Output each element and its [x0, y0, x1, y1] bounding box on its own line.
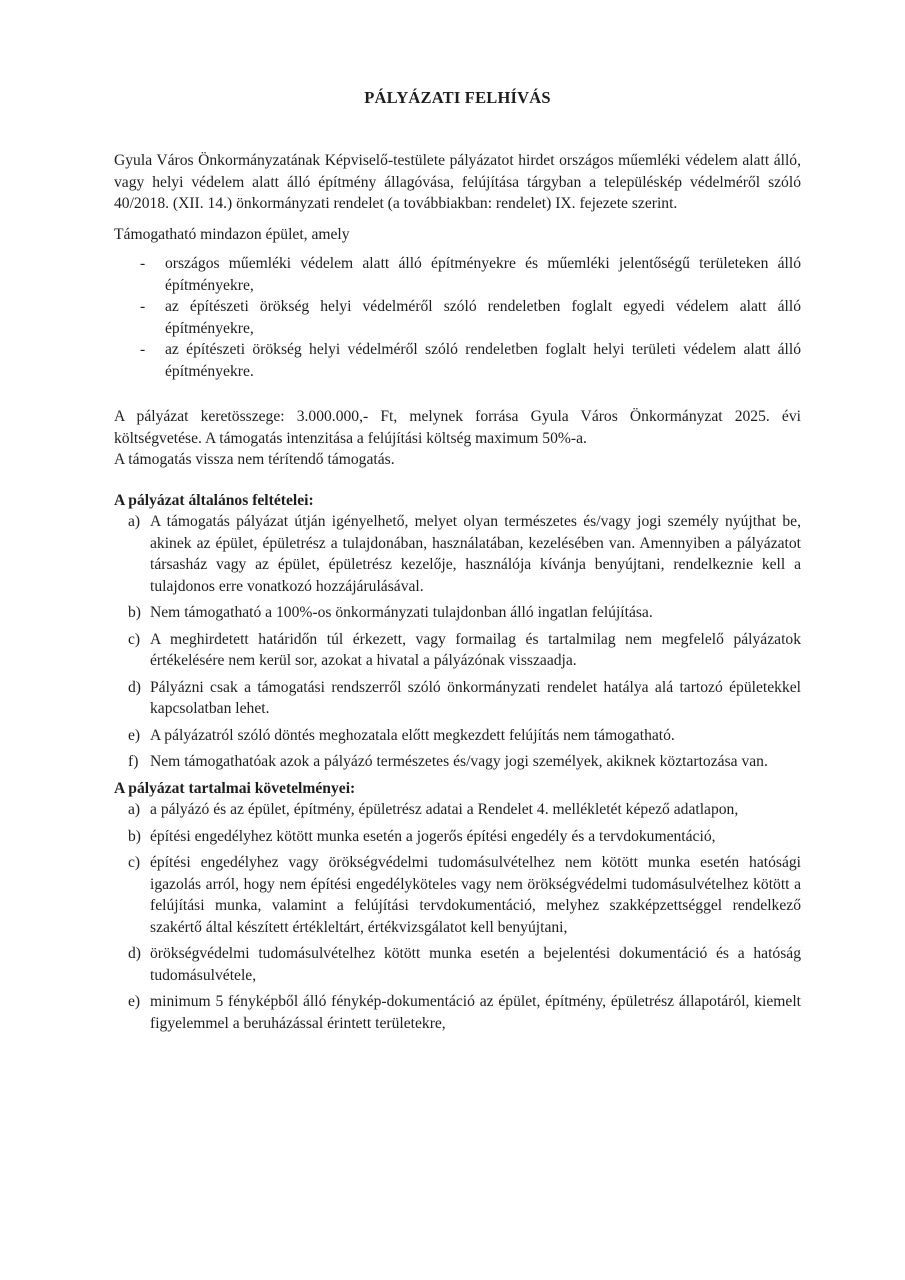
list-item	[114, 677, 801, 720]
list-marker: d)	[128, 678, 141, 696]
general-conditions-list	[114, 511, 801, 773]
list-item	[114, 826, 801, 848]
list-marker: e)	[128, 993, 141, 1010]
list-item-text: A pályázatról szóló döntés meghozatala előtt megkezdett felújítás nem támogatható.	[150, 726, 675, 744]
document-page	[114, 86, 801, 1039]
list-item-text: A meghirdetett határidőn túl érkezett, vagy formailag és tartalmilag nem megfelelő pályázatok értékelésére nem kerül sor, azokat a hivatal a pályázónak visszaadja.	[150, 630, 801, 669]
list-item	[114, 511, 801, 597]
list-item-text: az építészeti örökség helyi védelméről szóló rendeletben foglalt egyedi védelem alatt álló építményekre,	[165, 298, 801, 337]
list-marker: b)	[128, 827, 141, 845]
list-item-text: a pályázó és az épület, építmény, épületrész adatai a Rendelet 4. mellékletét képező adatlapon,	[150, 801, 739, 818]
list-item	[114, 852, 801, 938]
document-title: PÁLYÁZATI FELHÍVÁS	[364, 88, 551, 107]
funding-paragraph: A pályázat keretösszege: 3.000.000,- Ft, melynek forrása Gyula Város Önkormányzat 2025. évi költségvetése. A támogatás intenzitása a felújítási költség maximum 50%-a.	[114, 408, 801, 447]
funding-nonrefundable: A támogatás vissza nem térítendő támogatás.	[114, 451, 395, 468]
dash-bullet: -	[140, 298, 146, 315]
list-item	[114, 991, 801, 1034]
general-conditions-heading: A pályázat általános feltételei:	[114, 491, 314, 509]
list-item	[114, 751, 801, 773]
list-marker: d)	[128, 945, 141, 962]
list-item-text: az építészeti örökség helyi védelméről szóló rendeletben foglalt helyi területi védelem alatt álló építményekre.	[165, 341, 801, 380]
list-item-text: országos műemléki védelem alatt álló építményekre és műemléki jelentőségű területeken álló építményekre,	[165, 255, 801, 294]
list-marker: b)	[128, 604, 141, 621]
list-item	[114, 799, 801, 821]
list-marker: a)	[128, 513, 141, 530]
list-marker: c)	[128, 630, 141, 648]
list-marker: a)	[128, 801, 141, 818]
list-item	[114, 943, 801, 986]
supported-lead: Támogatható mindazon épület, amely	[114, 225, 350, 243]
list-item	[114, 296, 801, 339]
list-item-text: építési engedélyhez vagy örökségvédelmi tudomásulvételhez nem kötött munka esetén hatósági igazolás arról, hogy nem építési engedélyköteles vagy nem örökségvédelmi tudomásulvételhez kötött a felújítási munka, valamint a felújítási tervdokumentáció, melyhez szakképzettséggel rendelkező szakértő által készített értékleltárt, értékvizsgálatot kell benyújtani,	[150, 854, 801, 936]
list-item	[114, 602, 801, 624]
dash-bullet: -	[140, 341, 146, 358]
list-item	[114, 629, 801, 672]
list-item	[114, 339, 801, 382]
list-item	[114, 253, 801, 296]
dash-bullet: -	[140, 255, 146, 272]
list-marker: c)	[128, 854, 141, 871]
list-item-text: Nem támogathatóak azok a pályázó természetes és/vagy jogi személyek, akiknek köztartozása van.	[150, 753, 768, 770]
intro-paragraph: Gyula Város Önkormányzatának Képviselő-testülete pályázatot hirdet országos műemléki védelem alatt álló, vagy helyi védelem alatt álló építmény állagóvása, felújítása tárgyban a településkép védelméről szóló 40/2018. (XII. 14.) önkormányzati rendelet (a továbbiakban: rendelet) IX. fejezete szerint.	[114, 152, 801, 212]
list-marker: e)	[128, 726, 141, 744]
list-item-text: Nem támogatható a 100%-os önkormányzati tulajdonban álló ingatlan felújítása.	[150, 604, 653, 621]
list-item-text: építési engedélyhez kötött munka esetén a jogerős építési engedély és a tervdokumentáció,	[150, 827, 716, 845]
list-item-text: örökségvédelmi tudomásulvételhez kötött munka esetén a bejelentési dokumentáció és a hatóság tudomásulvétele,	[150, 945, 801, 984]
list-item	[114, 725, 801, 747]
list-marker: f)	[128, 753, 139, 770]
content-requirements-heading: A pályázat tartalmai követelményei:	[114, 779, 356, 797]
list-item-text: A támogatás pályázat útján igényelhető, melyet olyan természetes és/vagy jogi személy nyújthat be, akinek az épület, épületrész a tulajdonában, használatában, kezelésében van. Amennyiben a pályázatot társasház vagy az épület, épületrész kezelője, használója kívánja benyújtani, rendelkeznie kell a tulajdonos erre vonatkozó hozzájárulásával.	[150, 513, 801, 595]
supported-buildings-list	[114, 253, 801, 382]
list-item-text: Pályázni csak a támogatási rendszerről szóló önkormányzati rendelet hatálya alá tartozó épületekkel kapcsolatban lehet.	[150, 678, 801, 717]
list-item-text: minimum 5 fényképből álló fénykép-dokumentáció az épület, építmény, épületrész állapotáról, kiemelt figyelemmel a beruházással érintett területekre,	[150, 993, 801, 1032]
content-requirements-list	[114, 799, 801, 1034]
